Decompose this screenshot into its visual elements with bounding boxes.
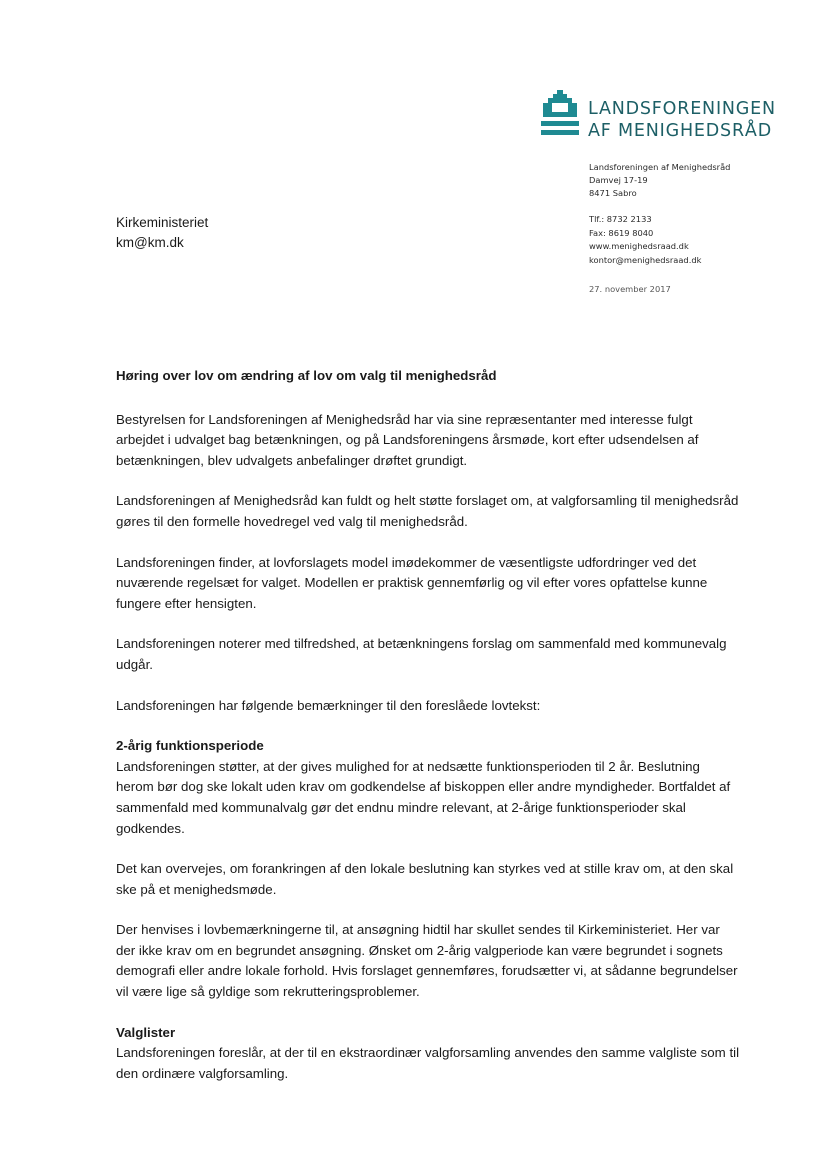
body-paragraph: Landsforeningen noterer med tilfredshed, at betænkningens forslag om sammenfald med kommunevalg udgår. (116, 636, 727, 672)
contact-web: www.menighedsraad.dk (589, 241, 689, 251)
letter-body (116, 366, 741, 1104)
recipient-name: Kirkeministeriet (116, 215, 209, 230)
section-paragraph: Der henvises i lovbemærkningerne til, at ansøgning hidtil har skullet sendes til Kirkeministeriet. Her var der ikke krav om en begrundet ansøgning. Ønsket om 2-årig valgperiode kan være begrundet i sognets demografi eller andre lokale forhold. Hvis forslaget gennemføres, forudsætter vi, at sådanne begrundelser vil være lige så gyldige som rekrutteringsproblemer. (116, 922, 738, 1000)
sender-city: 8471 Sabro (589, 188, 637, 198)
section-heading: Valglister (116, 1024, 176, 1040)
body-paragraph: Landsforeningen har følgende bemærkninger til den foreslåede lovtekst: (116, 697, 541, 713)
section-heading: 2-årig funktionsperiode (116, 738, 264, 754)
logo-line-1: LANDSFORENINGEN (588, 99, 776, 119)
logo-wordmark (588, 98, 776, 142)
letter-subject: Høring over lov om ændring af lov om valg til menighedsråd (116, 368, 497, 383)
body-paragraph: Landsforeningen finder, at lovforslagets model imødekommer de væsentligste udfordringer ved det nuværende regelsæt for valget. Modellen er praktisk gennemførlig og vil efter vores opfattelse kunne fungere efter hensigten. (116, 554, 708, 611)
letter-date: 27. november 2017 (589, 284, 671, 294)
contact-fax: Fax: 8619 8040 (589, 227, 654, 238)
sender-address (589, 161, 730, 200)
section-paragraph: Landsforeningen støtter, at der gives mulighed for at nedsætte funktionsperioden til 2 år. Beslutning herom bør dog ske lokalt uden krav om godkendelse af biskoppen eller andre myndigheder. Bortfaldet af sammenfald med kommunalvalg gør det endnu mindre relevant, at 2-årige funktionsperioder skal godkendes. (116, 758, 731, 836)
sender-street: Damvej 17-19 (589, 175, 648, 185)
body-paragraph: Landsforeningen af Menighedsråd kan fuldt og helt støtte forslaget om, at valgforsamling til menighedsråd gøres til den formelle hovedregel ved valg til menighedsråd. (116, 493, 739, 529)
organization-logo (540, 90, 776, 144)
church-logo-icon (540, 90, 580, 142)
contact-email: kontor@menighedsraad.dk (589, 254, 702, 265)
recipient-email: km@km.dk (116, 235, 184, 250)
body-paragraph: Bestyrelsen for Landsforeningen af Menighedsråd har via sine repræsentanter med interesse fulgt arbejdet i udvalget bag betænkningen, og på Landsforeningens årsmøde, kort efter udsendelsen af betænkningen, blev udvalgets anbefalinger drøftet grundigt. (116, 411, 699, 468)
sender-name: Landsforeningen af Menighedsråd (589, 162, 731, 172)
contact-phone: Tlf.: 8732 2133 (589, 214, 652, 224)
recipient-block (116, 213, 208, 253)
logo-line-2: AF MENIGHEDSRÅD (588, 121, 772, 141)
sender-contact (589, 213, 701, 267)
section-paragraph: Det kan overvejes, om forankringen af den lokale beslutning kan styrkes ved at stille krav om, at den skal ske på et menighedsmøde. (116, 861, 734, 897)
section-paragraph: Landsforeningen foreslår, at der til en ekstraordinær valgforsamling anvendes den samme valgliste som til den ordinære valgforsamling. (116, 1045, 740, 1081)
